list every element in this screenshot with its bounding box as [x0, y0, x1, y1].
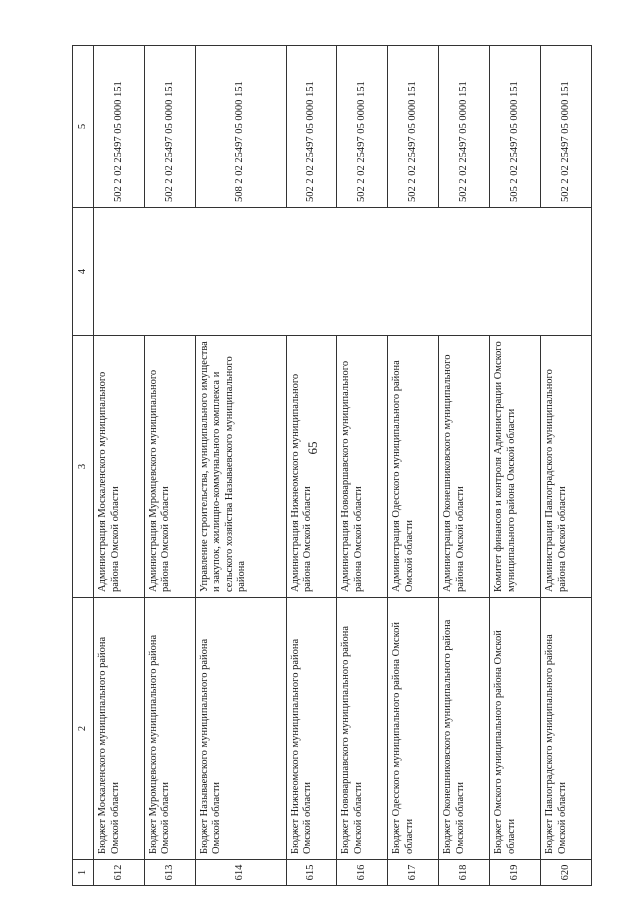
- table-body: [94, 46, 592, 886]
- administrator-cell: Управление строительства, муниципального имущества и закупок, жилищно-коммунального комплекса и сельского хозяйства Называевского муниципального района: [195, 336, 286, 598]
- budget-name-cell: Бюджет Нововаршавского муниципального района Омской области: [337, 598, 388, 860]
- table-row: [94, 46, 145, 886]
- rotated-table-container: [72, 46, 592, 886]
- administrator-cell: Администрация Павлоградского муниципального района Омской области: [541, 336, 592, 598]
- row-number-cell: 620: [541, 860, 592, 886]
- row-number-cell: 619: [490, 860, 541, 886]
- column-4-cell: [94, 208, 145, 336]
- budget-code-cell: 502 2 02 25497 05 0000 151: [337, 46, 388, 208]
- administrator-cell: Администрация Нижнеомского муниципального района Омской области: [286, 336, 337, 598]
- column-4-cell: [337, 208, 388, 336]
- budget-code-cell: 502 2 02 25497 05 0000 151: [388, 46, 439, 208]
- budget-code-cell: 502 2 02 25497 05 0000 151: [439, 46, 490, 208]
- header-cell: 2: [73, 598, 94, 860]
- budget-code-cell: 505 2 02 25497 05 0000 151: [490, 46, 541, 208]
- table-row: [490, 46, 541, 886]
- budget-code-cell: 502 2 02 25497 05 0000 151: [94, 46, 145, 208]
- budget-name-cell: Бюджет Одесского муниципального района Омской области: [388, 598, 439, 860]
- row-number-cell: 612: [94, 860, 145, 886]
- row-number-cell: 618: [439, 860, 490, 886]
- budget-name-cell: Бюджет Называевского муниципального района Омской области: [195, 598, 286, 860]
- header-cell: 1: [73, 860, 94, 886]
- budget-name-cell: Бюджет Оконешниковского муниципального района Омской области: [439, 598, 490, 860]
- budget-name-cell: Бюджет Москаленского муниципального района Омской области: [94, 598, 145, 860]
- row-number-cell: 613: [144, 860, 195, 886]
- column-4-cell: [541, 208, 592, 336]
- column-4-cell: [195, 208, 286, 336]
- row-number-cell: 617: [388, 860, 439, 886]
- header-cell: 5: [73, 46, 94, 208]
- budget-name-cell: Бюджет Омского муниципального района Омской области: [490, 598, 541, 860]
- budget-code-cell: 508 2 02 25497 05 0000 151: [195, 46, 286, 208]
- column-4-cell: [286, 208, 337, 336]
- column-4-cell: [490, 208, 541, 336]
- budget-code-cell: 502 2 02 25497 05 0000 151: [541, 46, 592, 208]
- header-cell: 3: [73, 336, 94, 598]
- administrator-cell: Администрация Москаленского муниципального района Омской области: [94, 336, 145, 598]
- budget-code-cell: 502 2 02 25497 05 0000 151: [144, 46, 195, 208]
- table-row: [144, 46, 195, 886]
- column-4-cell: [439, 208, 490, 336]
- table-row: [337, 46, 388, 886]
- administrator-cell: Комитет финансов и контроля Администрации Омского муниципального района Омской области: [490, 336, 541, 598]
- row-number-cell: 615: [286, 860, 337, 886]
- column-4-cell: [388, 208, 439, 336]
- table-row: [541, 46, 592, 886]
- row-number-cell: 614: [195, 860, 286, 886]
- table-row: [388, 46, 439, 886]
- budget-code-cell: 502 2 02 25497 05 0000 151: [286, 46, 337, 208]
- budget-table: [72, 45, 592, 886]
- page-number: 65: [305, 441, 320, 455]
- budget-name-cell: Бюджет Павлоградского муниципального района Омской области: [541, 598, 592, 860]
- row-number-cell: 616: [337, 860, 388, 886]
- administrator-cell: Администрация Муромцевского муниципального района Омской области: [144, 336, 195, 598]
- table-row: [195, 46, 286, 886]
- table-row: [439, 46, 490, 886]
- header-cell: 4: [73, 208, 94, 336]
- budget-name-cell: Бюджет Муромцевского муниципального района Омской области: [144, 598, 195, 860]
- column-4-cell: [144, 208, 195, 336]
- administrator-cell: Администрация Одесского муниципального района Омской области: [388, 336, 439, 598]
- table-row: [286, 46, 337, 886]
- administrator-cell: Администрация Оконешниковского муниципального района Омской области: [439, 336, 490, 598]
- header-row: [73, 46, 94, 886]
- budget-name-cell: Бюджет Нижнеомского муниципального района Омской области: [286, 598, 337, 860]
- administrator-cell: Администрация Нововаршавского муниципального района Омской области: [337, 336, 388, 598]
